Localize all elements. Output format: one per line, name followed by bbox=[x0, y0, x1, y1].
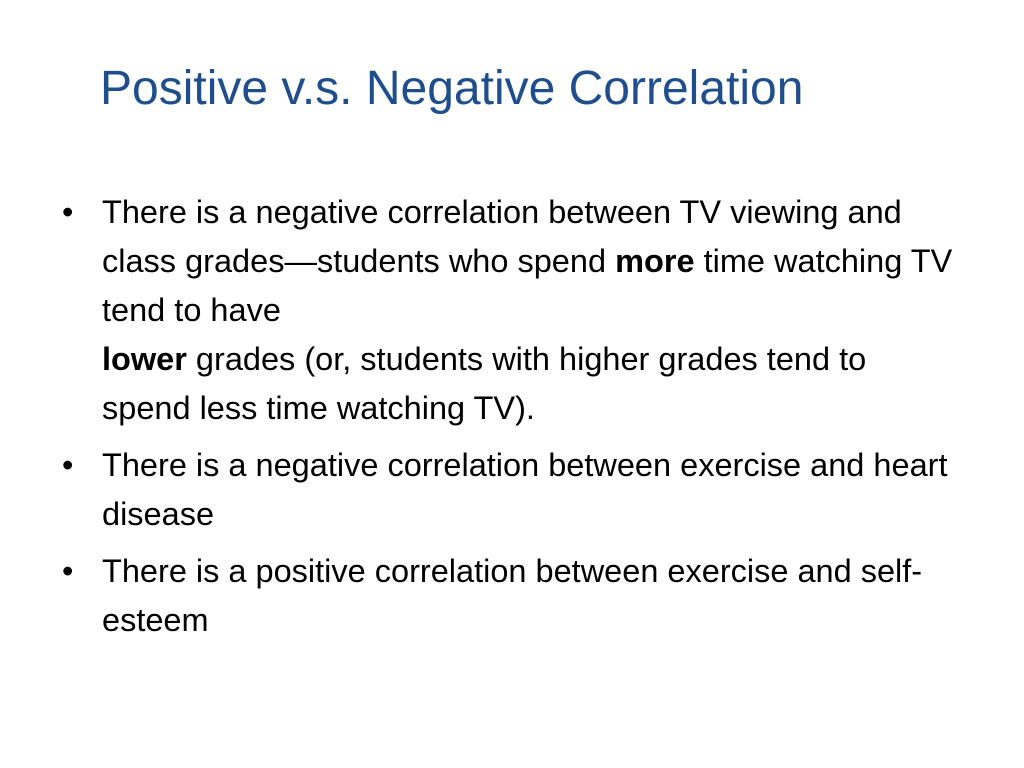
bullet-text: There is a positive correlation between exercise and self-esteem bbox=[102, 553, 923, 638]
bullet-item-exercise-esteem bbox=[58, 547, 958, 645]
slide-title: Positive v.s. Negative Correlation bbox=[100, 62, 804, 115]
bullet-text bbox=[102, 194, 952, 426]
bullet-text-part: time watching TV tend to have bbox=[102, 243, 953, 328]
bullet-text-part: grades (or, students with higher grades tend to spend less time watching TV). bbox=[102, 341, 867, 426]
bullet-icon: • bbox=[62, 194, 74, 230]
emphasis-lower: lower bbox=[102, 341, 187, 377]
bullet-text-part: There is a negative correlation between TV viewing and class grades—students who spend bbox=[102, 194, 902, 279]
bullet-text: There is a negative correlation between exercise and heart disease bbox=[102, 447, 948, 532]
bullet-list bbox=[58, 188, 958, 653]
emphasis-more: more bbox=[615, 243, 695, 279]
bullet-icon: • bbox=[62, 553, 74, 589]
bullet-item-tv-grades bbox=[58, 188, 958, 433]
bullet-icon: • bbox=[62, 447, 74, 483]
bullet-item-exercise-heart bbox=[58, 441, 958, 539]
